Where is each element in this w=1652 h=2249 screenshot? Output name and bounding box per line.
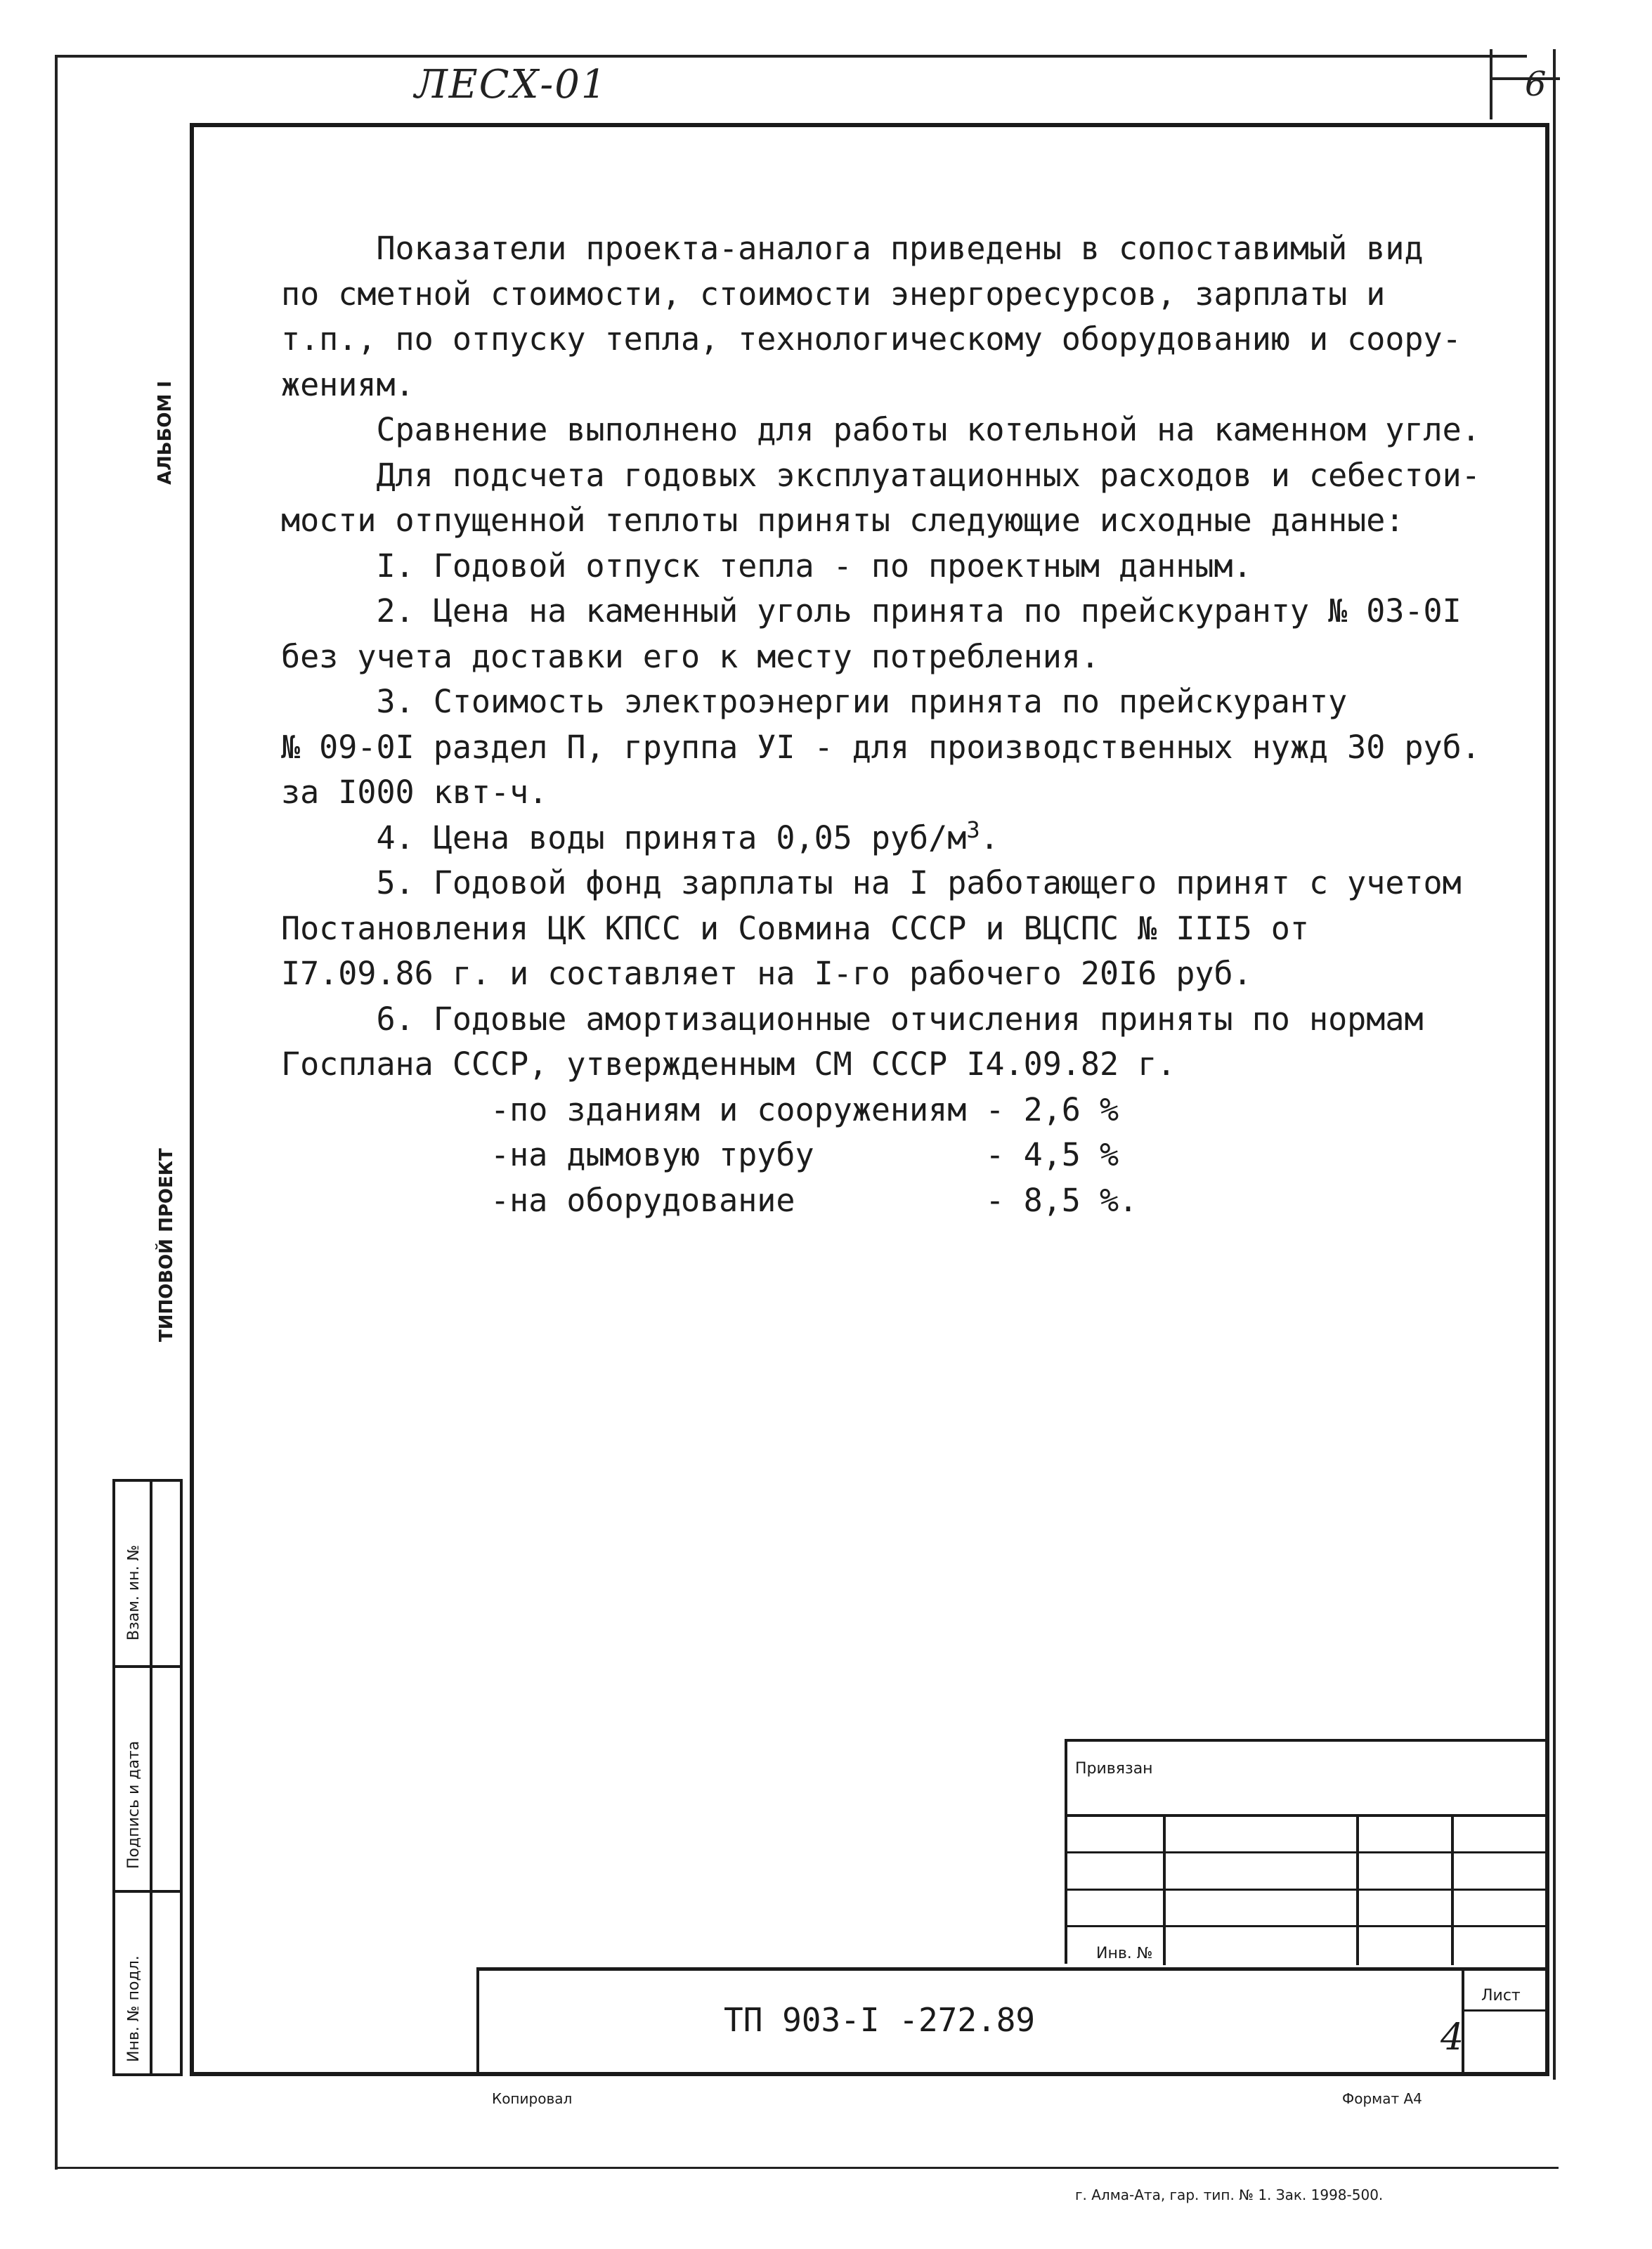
title-block-col [1451, 1814, 1454, 1965]
replaced-inv-label: Взам. ин. № [125, 1544, 143, 1641]
outer-border-left [55, 55, 58, 2170]
text-line: -на дымовую трубу - 4,5 % [281, 1136, 1119, 1173]
sheet-label: Лист [1481, 1987, 1521, 2004]
text-line: I7.09.86 г. и составляет на I-го рабочего 20I6 руб. [281, 955, 1252, 992]
text-line-water [281, 816, 1490, 861]
sheet-box-divider [1462, 2009, 1549, 2012]
text-line: Госплана СССР, утвержденным СМ СССР I4.09.82 г. [281, 1045, 1176, 1083]
text-line: 3. Стоимость электроэнергии принята по прейскуранту [281, 683, 1348, 720]
title-block-col [1356, 1814, 1359, 1965]
original-inv-label: Инв. № подл. [125, 1955, 143, 2062]
doc-code-box-left [476, 1967, 479, 2073]
text-line: -на оборудование - 8,5 %. [281, 1181, 1138, 1219]
text-line: 6. Годовые амортизационные отчисления приняты по нормам [281, 1000, 1424, 1038]
inv-label: Инв. № [1096, 1945, 1153, 1962]
project-label: ТИПОВОЙ ПРОЕКТ [156, 1148, 177, 1342]
title-block-col [1163, 1814, 1166, 1965]
text-line: 5. Годовой фонд зарплаты на I работающего принят с учетом [281, 864, 1462, 901]
title-block-row [1065, 1889, 1549, 1891]
doc-code-box-top [476, 1967, 1549, 1971]
title-block-row [1065, 1814, 1549, 1817]
text-line: Для подсчета годовых эксплуатационных расходов и себестои- [281, 456, 1481, 494]
water-suffix: . [980, 819, 999, 856]
linked-label: Привязан [1075, 1760, 1153, 1778]
outer-border-right [1553, 49, 1556, 2080]
text-line: по сметной стоимости, стоимости энергоресурсов, зарплаты и [281, 275, 1386, 313]
text-line: 2. Цена на каменный уголь принята по прейскуранту № 03-0I [281, 592, 1462, 630]
text-line: т.п., по отпуску тепла, технологическому оборудованию и соору- [281, 320, 1462, 358]
stamp-row-divider [112, 1890, 183, 1893]
text-line: Показатели проекта-аналога приведены в сопоставимый вид [281, 230, 1424, 267]
stamp-row-divider [112, 1665, 183, 1668]
print-info: г. Алма-Ата, гар. тип. № 1. Зак. 1998-500. [1075, 2186, 1384, 2203]
text-line: Постановления ЦК КПСС и Совмина СССР и ВЦСПС № III5 от [281, 909, 1309, 947]
water-exponent: 3 [966, 816, 980, 843]
title-block-row [1065, 1925, 1549, 1927]
sheet-number: 4 [1440, 2016, 1464, 2059]
text-line: мости отпущенной теплоты приняты следующие исходные данные: [281, 502, 1405, 539]
text-line: Сравнение выполнено для работы котельной на каменном угле. [281, 411, 1481, 448]
corner-divider [1490, 49, 1492, 119]
text-line: № 09-0I раздел П, группа УI - для производственных нужд 30 руб. [281, 728, 1481, 766]
text-line: без учета доставки его к месту потребления. [281, 637, 1100, 675]
format-label: Формат А4 [1342, 2090, 1422, 2107]
document-body [281, 226, 1490, 1223]
title-block-border [1065, 1739, 1549, 1742]
approval-stamp [112, 1479, 183, 2076]
text-line: I. Годовой отпуск тепла - по проектным данным. [281, 547, 1252, 585]
album-label: АЛЬБОМ I [155, 380, 176, 485]
handwritten-mark: 6 [1525, 65, 1547, 104]
text-line: -по зданиям и сооружениям - 2,6 % [281, 1090, 1119, 1128]
handwritten-code: ЛЕСХ-01 [415, 62, 608, 107]
outer-border-bottom [55, 2167, 1559, 2169]
document-code: ТП 903-I -272.89 [724, 2001, 1036, 2039]
stamp-column-divider [150, 1479, 152, 2076]
text-line: за I000 квт-ч. [281, 774, 548, 811]
text-line: жениям. [281, 365, 415, 403]
copied-label: Копировал [492, 2090, 573, 2107]
outer-border-top [55, 55, 1527, 58]
title-block-row [1065, 1851, 1549, 1853]
water-text: 4. Цена воды принята 0,05 руб/м [281, 819, 967, 856]
signature-date-label: Подпись и дата [125, 1740, 143, 1869]
